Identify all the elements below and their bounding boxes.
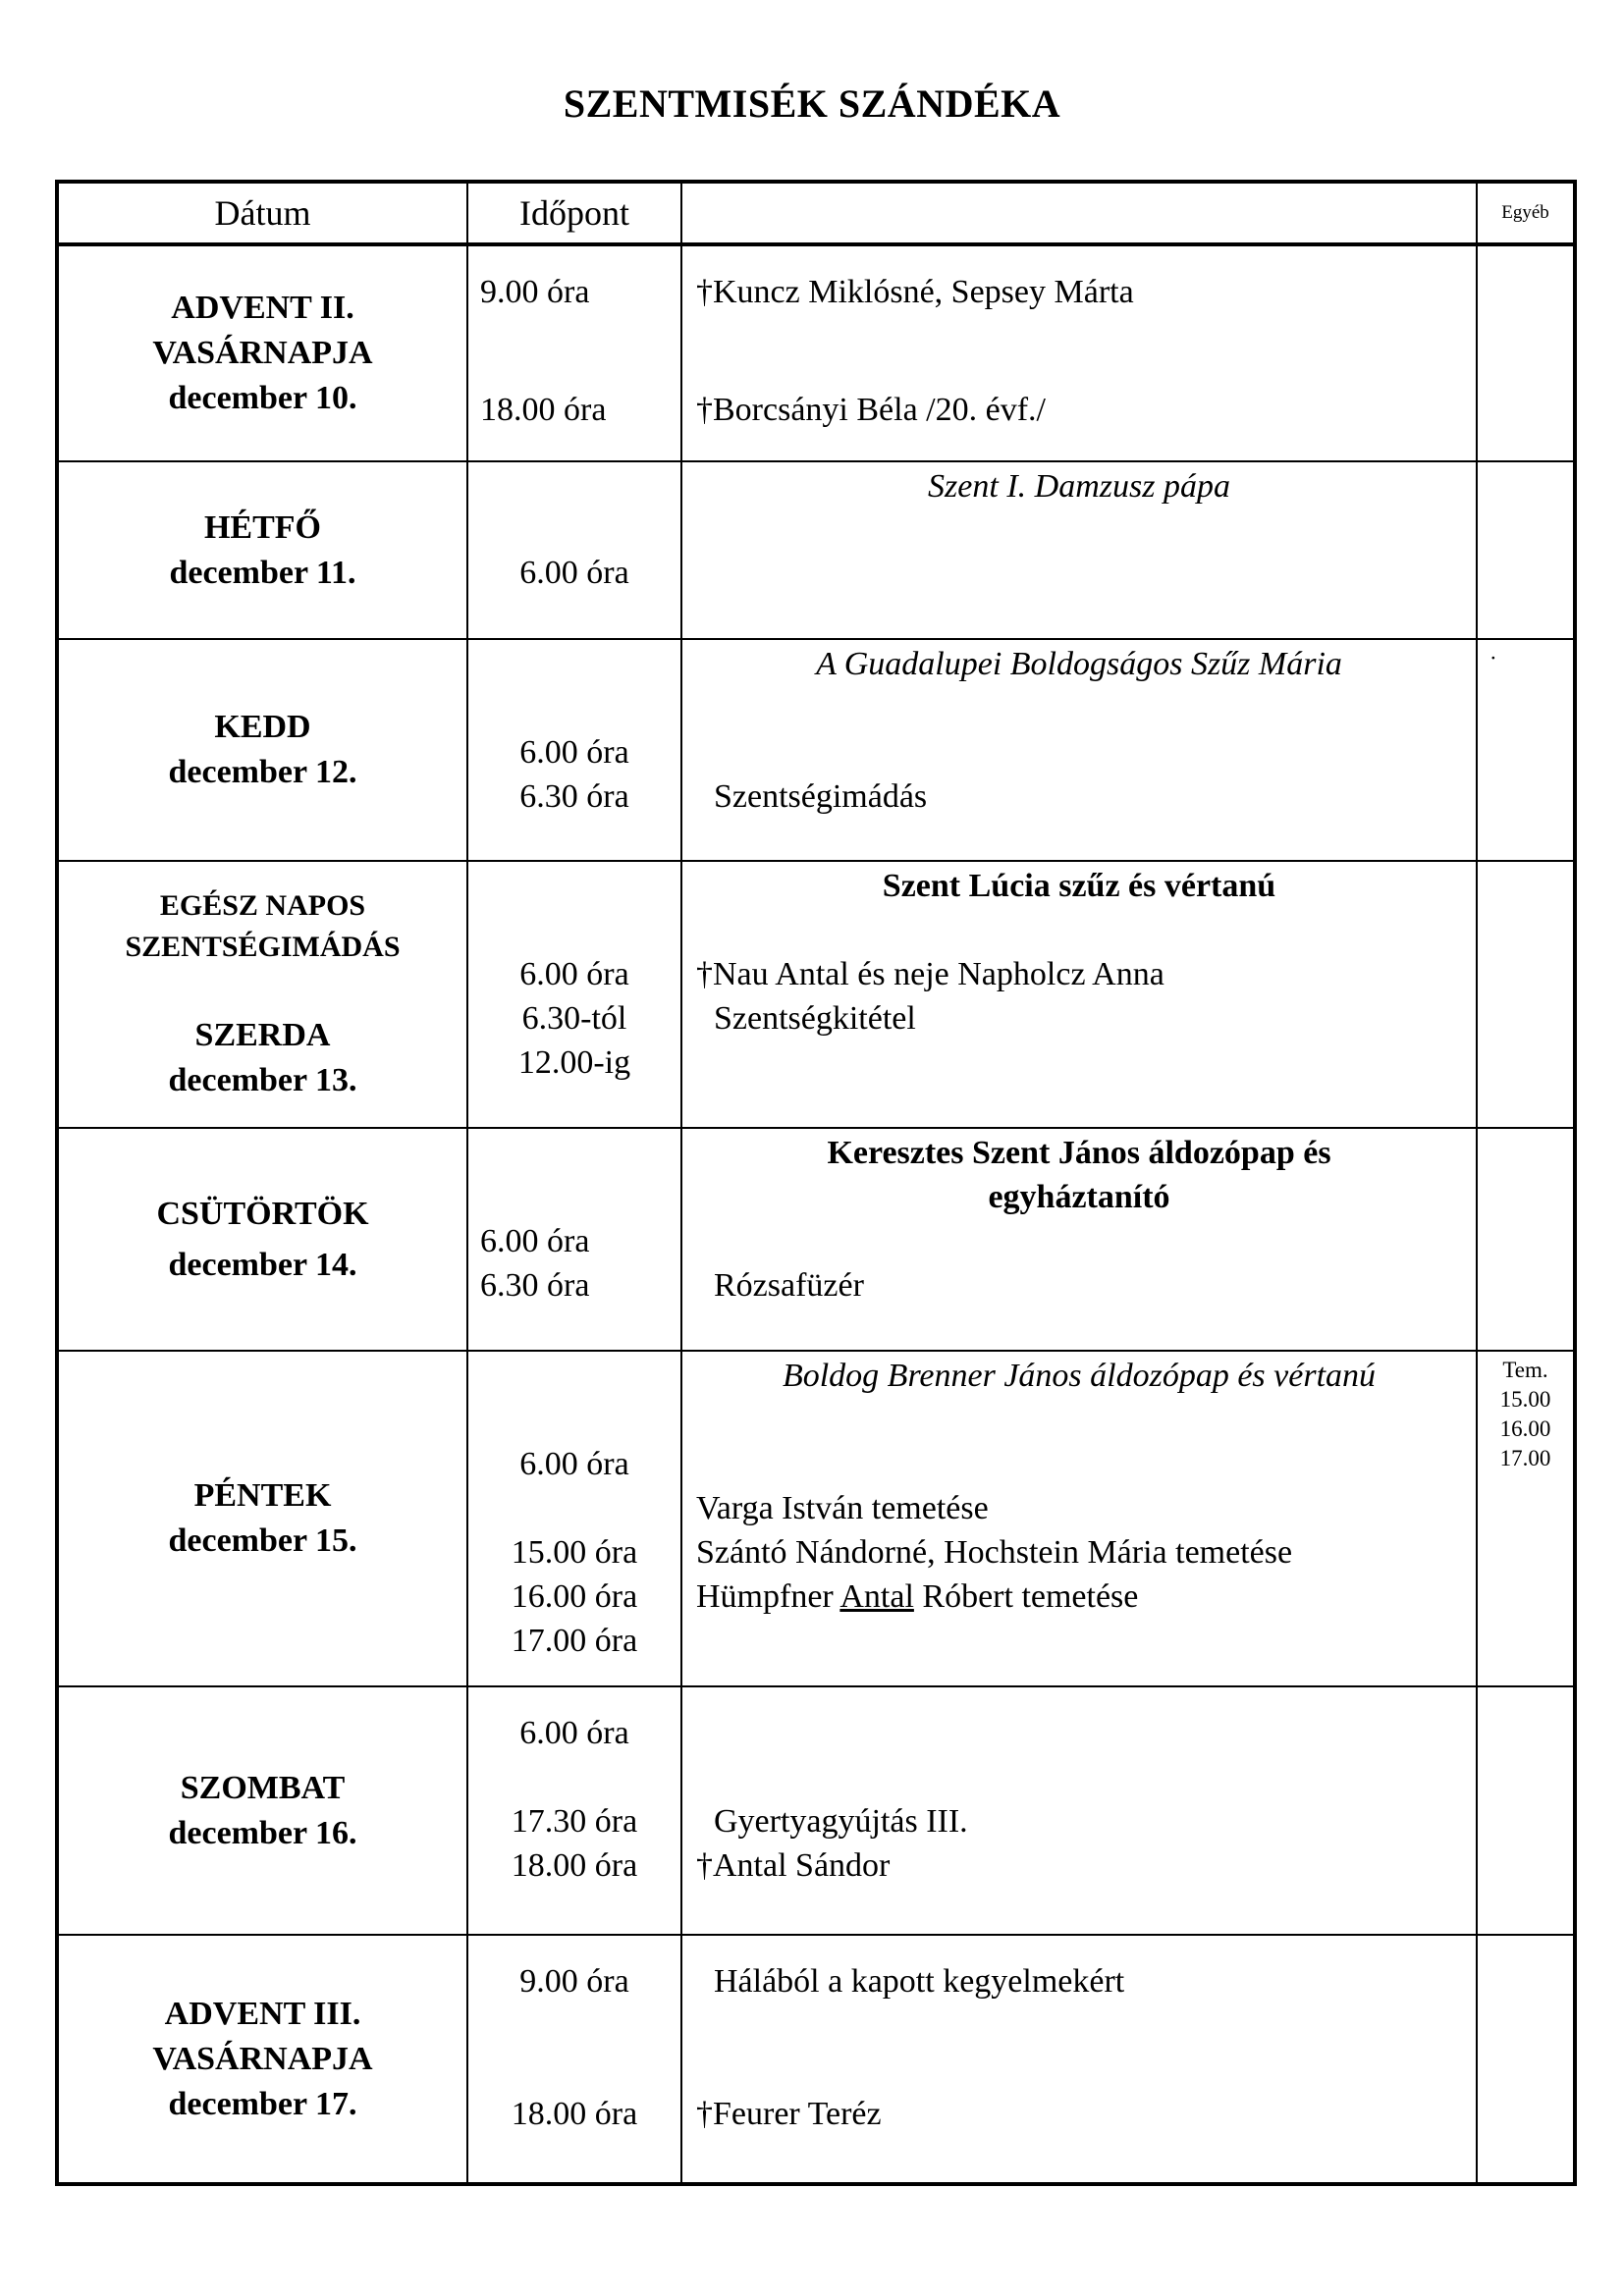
mass-time: 17.00 óra xyxy=(511,1623,638,1659)
mass-time: 6.30 óra xyxy=(519,778,629,815)
day-row-thursday xyxy=(57,1128,1575,1351)
mass-time xyxy=(468,1486,680,1530)
intention-underlined: Antal xyxy=(839,1578,914,1615)
feast-name: A Guadalupei Boldogságos Szűz Mária xyxy=(816,646,1342,682)
day-row-monday xyxy=(57,461,1575,639)
mass-time xyxy=(468,314,680,358)
time-cell xyxy=(467,639,681,861)
mass-intention: Szentségkitétel xyxy=(714,1000,916,1037)
day-cell xyxy=(57,861,467,1128)
mass-time: 15.00 óra xyxy=(511,1534,638,1571)
day-cell xyxy=(57,244,467,461)
mass-intention xyxy=(682,1398,1476,1442)
mass-intention xyxy=(682,2003,1476,2048)
other-note: · xyxy=(1489,646,1497,670)
mass-time: 6.00 óra xyxy=(519,1446,629,1482)
mass-intention: †Borcsányi Béla /20. évf./ xyxy=(696,392,1046,428)
other-cell xyxy=(1477,1351,1575,1686)
time-cell xyxy=(467,461,681,639)
mass-intention: †Antal Sándor xyxy=(696,1847,891,1884)
other-cell xyxy=(1477,244,1575,461)
day-name: VASÁRNAPJA xyxy=(152,2040,373,2077)
mass-intention: †Kuncz Miklósné, Sepsey Márta xyxy=(696,274,1134,310)
day-cell xyxy=(57,639,467,861)
other-cell xyxy=(1477,1935,1575,2184)
mass-intention: Rózsafüzér xyxy=(714,1267,864,1304)
day-name: ADVENT III. xyxy=(164,1995,361,2032)
day-date: december 12. xyxy=(168,754,357,790)
mass-intention xyxy=(682,1219,1476,1263)
mass-time: 9.00 óra xyxy=(480,274,590,310)
mass-time: 17.30 óra xyxy=(511,1803,638,1840)
day-row-advent-2 xyxy=(57,244,1575,461)
day-row-wednesday xyxy=(57,861,1575,1128)
mass-time: 18.00 óra xyxy=(511,2096,638,2132)
mass-time: 18.00 óra xyxy=(511,1847,638,1884)
intention-cell xyxy=(681,1351,1477,1686)
mass-time: 16.00 óra xyxy=(511,1578,638,1615)
mass-intention xyxy=(682,1711,1476,1755)
day-name: CSÜTÖRTÖK xyxy=(156,1195,369,1232)
mass-intention: Varga István temetése xyxy=(696,1490,989,1526)
header-other: Egyéb xyxy=(1477,182,1575,244)
day-name: KEDD xyxy=(214,709,311,745)
intention-cell xyxy=(681,461,1477,639)
mass-time: 6.00 óra xyxy=(480,1223,590,1259)
day-date: december 10. xyxy=(168,380,357,416)
mass-intention: Hálából a kapott kegyelmekért xyxy=(714,1963,1125,2000)
mass-time: 6.30 óra xyxy=(480,1267,590,1304)
mass-time: 6.00 óra xyxy=(519,555,629,591)
mass-intention xyxy=(682,730,1476,774)
mass-time: 12.00-ig xyxy=(517,1044,631,1081)
time-cell xyxy=(467,861,681,1128)
other-note: 15.00 xyxy=(1499,1387,1551,1412)
day-name: VASÁRNAPJA xyxy=(152,335,373,371)
mass-time xyxy=(468,2003,680,2048)
day-row-saturday xyxy=(57,1686,1575,1935)
day-name: ADVENT II. xyxy=(171,290,354,326)
day-cell xyxy=(57,1351,467,1686)
mass-intention xyxy=(682,1041,1476,1085)
other-note: 17.00 xyxy=(1499,1446,1551,1470)
mass-intention xyxy=(682,2048,1476,2092)
mass-time: 6.00 óra xyxy=(519,734,629,771)
intention-cell xyxy=(681,1935,1477,2184)
intention-cell xyxy=(681,639,1477,861)
day-note: EGÉSZ NAPOS xyxy=(159,889,366,922)
mass-schedule-table xyxy=(55,180,1577,2186)
day-cell xyxy=(57,1128,467,1351)
feast-name: Szent Lúcia szűz és vértanú xyxy=(882,868,1276,904)
day-cell xyxy=(57,1935,467,2184)
intention-cell xyxy=(681,244,1477,461)
day-date: december 16. xyxy=(168,1814,357,1851)
header-row xyxy=(57,182,1575,244)
mass-intention: Szentségimádás xyxy=(714,778,928,815)
mass-intention xyxy=(682,314,1476,358)
mass-intention xyxy=(682,1442,1476,1486)
feast-name: Keresztes Szent János áldozópap és xyxy=(827,1135,1331,1171)
time-cell xyxy=(467,1128,681,1351)
mass-time: 9.00 óra xyxy=(519,1963,629,2000)
other-cell xyxy=(1477,861,1575,1128)
mass-intention: Gyertyagyújtás III. xyxy=(714,1803,968,1840)
day-name: PÉNTEK xyxy=(193,1477,332,1514)
day-date: december 11. xyxy=(169,554,356,591)
mass-time: 6.00 óra xyxy=(519,956,629,992)
feast-name: Szent I. Damzusz pápa xyxy=(928,468,1230,505)
intention-part: Hümpfner xyxy=(696,1578,840,1615)
other-cell xyxy=(1477,1128,1575,1351)
day-cell xyxy=(57,1686,467,1935)
mass-intention: Szántó Nándorné, Hochstein Mária temetése xyxy=(696,1534,1293,1571)
page-title: SZENTMISÉK SZÁNDÉKA xyxy=(563,81,1061,126)
mass-time xyxy=(468,2048,680,2092)
day-name: SZERDA xyxy=(194,1017,331,1053)
day-note: SZENTSÉGIMÁDÁS xyxy=(125,931,401,963)
other-cell xyxy=(1477,461,1575,639)
time-cell xyxy=(467,1351,681,1686)
intention-cell xyxy=(681,1128,1477,1351)
day-cell xyxy=(57,461,467,639)
other-note: 16.00 xyxy=(1499,1416,1551,1441)
time-cell xyxy=(467,1686,681,1935)
other-cell xyxy=(1477,1686,1575,1935)
header-time: Időpont xyxy=(467,182,681,244)
mass-intention: †Feurer Teréz xyxy=(696,2096,882,2132)
mass-time: 6.00 óra xyxy=(519,1715,629,1751)
mass-time: 18.00 óra xyxy=(480,392,607,428)
feast-name: Boldog Brenner János áldozópap és vértanú xyxy=(782,1358,1377,1394)
day-row-tuesday xyxy=(57,639,1575,861)
day-row-advent-3 xyxy=(57,1935,1575,2184)
header-date: Dátum xyxy=(57,182,467,244)
time-cell xyxy=(467,244,681,461)
day-row-friday xyxy=(57,1351,1575,1686)
day-date: december 17. xyxy=(168,2085,357,2122)
mass-intention: †Nau Antal és neje Napholcz Anna xyxy=(696,956,1164,992)
feast-name: egyháztanító xyxy=(988,1179,1170,1215)
intention-cell xyxy=(681,1686,1477,1935)
header-intention xyxy=(681,182,1477,244)
mass-time xyxy=(468,1755,680,1799)
mass-intention xyxy=(682,1755,1476,1799)
day-date: december 13. xyxy=(168,1062,357,1098)
time-cell xyxy=(467,1935,681,2184)
mass-time: 6.30-tól xyxy=(521,1000,627,1037)
other-cell xyxy=(1477,639,1575,861)
intention-cell xyxy=(681,861,1477,1128)
other-note: Tem. xyxy=(1502,1358,1548,1382)
intention-part: Róbert temetése xyxy=(913,1578,1139,1615)
day-name: HÉTFŐ xyxy=(203,508,322,546)
day-name: SZOMBAT xyxy=(180,1769,346,1806)
day-date: december 14. xyxy=(168,1246,357,1283)
day-date: december 15. xyxy=(168,1522,357,1559)
mass-intention xyxy=(682,1575,1476,1619)
